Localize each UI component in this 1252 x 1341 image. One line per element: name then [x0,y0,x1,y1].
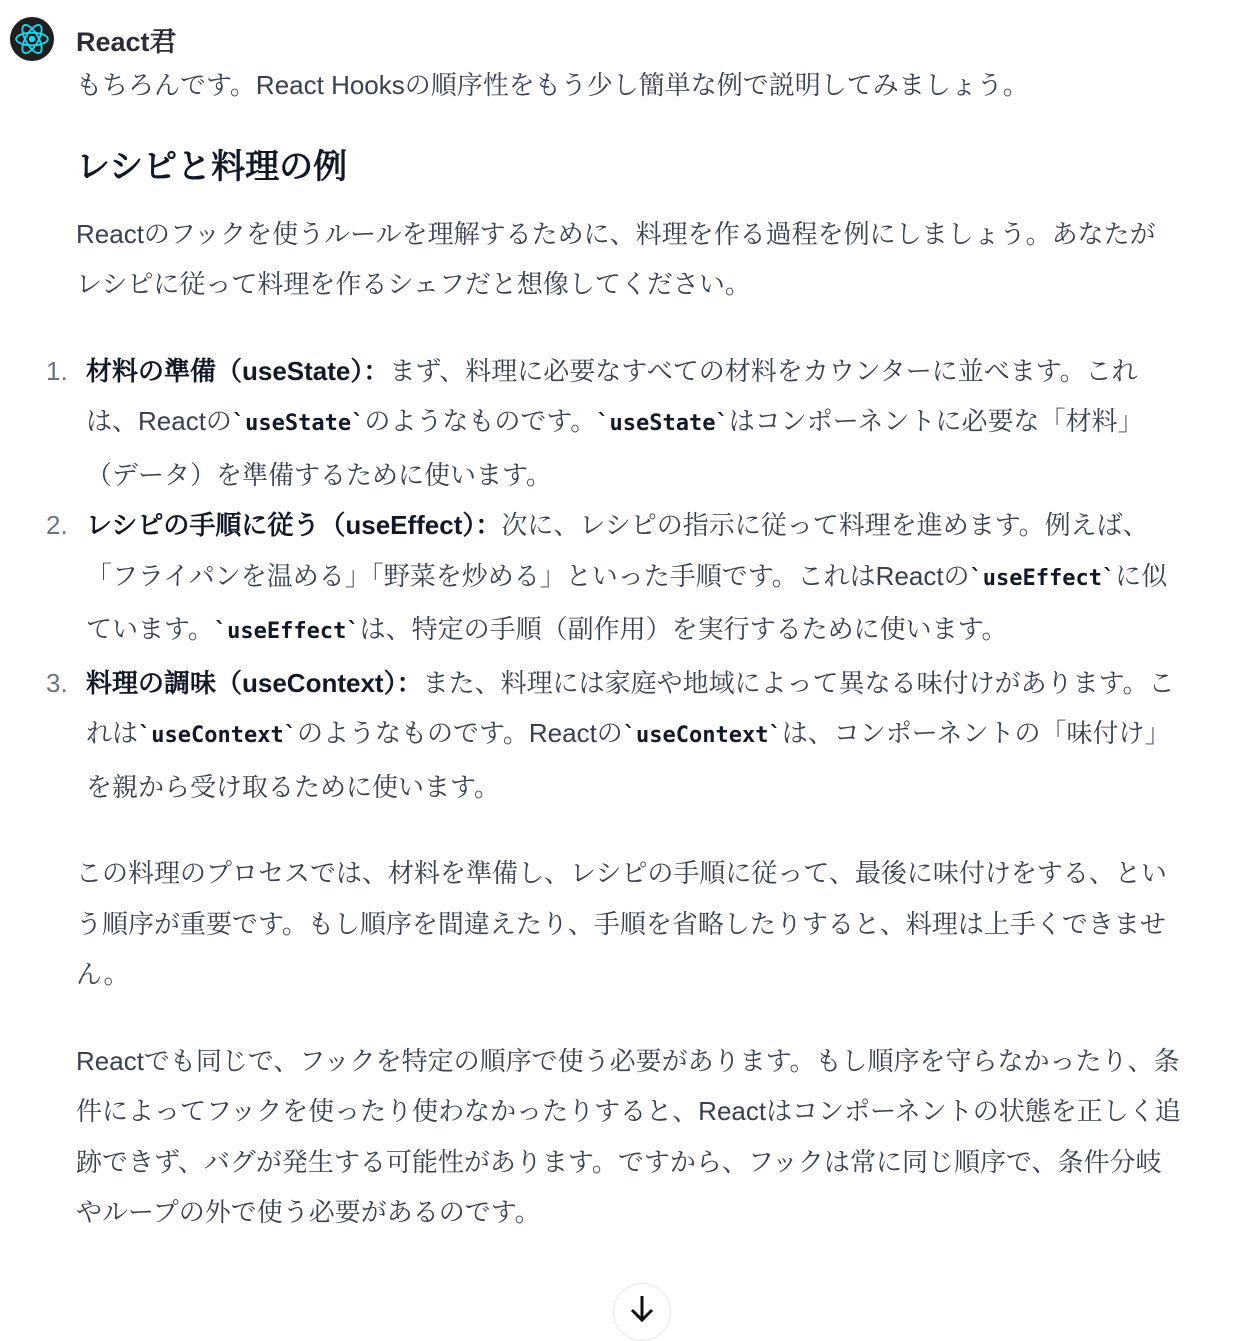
list-item-text: はコンポーネントに必要な「材料」（データ）を準備するために使います。 [86,406,1144,490]
list-item-text: のようなものです。 [364,406,597,436]
list-item-title: 材料の準備（useState）： [86,355,390,386]
list-item-text: のようなものです。Reactの [296,718,623,748]
inline-code: `useEffect` [969,565,1116,591]
list-item [46,500,1181,658]
paragraph-react: Reactでも同じで、フックを特定の順序で使う必要があります。もし順序を守らなかったり、条件によってフックを使ったり使わなかったりすると、Reactはコンポーネントの状態を正しく追跡できず、バグが発生する可能性があります。ですから、フックは常に同じ順序で、条件分岐やループの外で使う必要があるのです。 [76,1045,1181,1227]
intro-text: もちろんです。React Hooksの順序性をもう少し簡単な例で説明してみましょう。 [76,70,1029,100]
list-number: 3. [46,667,68,698]
list-item-text: また、料理には家庭や地域によって異なる味付けがあります。これは [86,667,1175,748]
list-item [46,658,1181,813]
list-item-text: に似ています。 [86,560,1168,644]
author-name: React君 [76,27,177,57]
list-item-text: は、特定の手順（副作用）を実行するために使います。 [359,614,1008,644]
react-atom-icon [13,20,51,58]
list-item-text: は、コンポーネントの「味付け」を親から受け取るために使います。 [86,718,1171,802]
react-logo-avatar [10,17,54,61]
lead-paragraph: Reactのフックを使うルールを理解するために、料理を作る過程を例にしましょう。あなたがレシピに従って料理を作るシェフだと想像してください。 [76,218,1156,299]
inline-code: `useEffect` [213,619,360,644]
inline-code: `useState` [231,411,365,436]
list-number: 1. [46,355,68,386]
list-item-title: レシピの手順に従う（useEffect）： [86,510,502,540]
list-item [46,346,1181,501]
list-item-text: まず、料理に必要なすべての材料をカウンターに並べます。これは、Reactの [86,355,1138,436]
section-heading: レシピと料理の例 [76,147,348,186]
inline-code: `useContext` [138,723,297,748]
list-number: 2. [46,510,68,540]
paragraph-process: この料理のプロセスでは、材料を準備し、レシピの手順に従って、最後に味付けをする、という順序が重要です。もし順序を間違えたり、手順を省略したりすると、料理は上手くできません。 [76,858,1167,989]
scroll-to-bottom-button[interactable] [613,1283,671,1341]
list-item-text: 次に、レシピの指示に従って料理を進めます。例えば、「フライパンを温める」「野菜を炒める」といった手順です。これはReactの [86,510,1149,591]
inline-code: `useContext` [622,723,782,748]
list-item-title: 料理の調味（useContext）： [86,667,423,698]
steps-list [46,346,1181,813]
inline-code: `useState` [596,411,729,436]
message-content [46,60,1181,1238]
